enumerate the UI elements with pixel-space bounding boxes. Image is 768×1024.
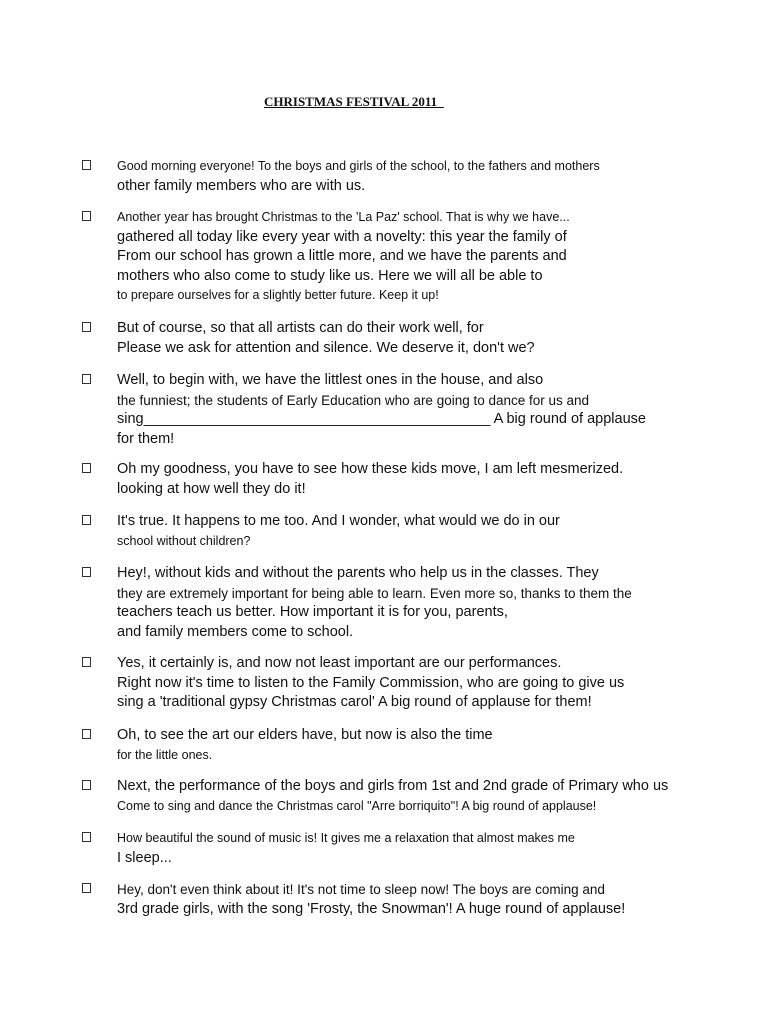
script-line: How beautiful the sound of music is! It gives me a relaxation that almost makes me: [117, 831, 575, 845]
script-line: Hey!, without kids and without the parents who help us in the classes. They: [117, 565, 599, 581]
checkbox-bullet-icon: [82, 322, 91, 332]
script-line: Next, the performance of the boys and girls from 1st and 2nd grade of Primary who us: [117, 778, 669, 794]
checkbox-bullet-icon: [82, 567, 91, 577]
script-line: to prepare ourselves for a slightly better future. Keep it up!: [117, 288, 439, 302]
script-line: Well, to begin with, we have the littlest ones in the house, and also: [117, 372, 544, 388]
script-line: Please we ask for attention and silence. We deserve it, don't we?: [117, 339, 535, 356]
script-line: mothers who also come to study like us. Here we will all be able to: [117, 267, 543, 284]
script-line: I sleep...: [117, 849, 172, 866]
script-line: the funniest; the students of Early Education who are going to dance for us and: [117, 392, 590, 408]
checkbox-bullet-icon: [82, 832, 91, 842]
script-line: But of course, so that all artists can do their work well, for: [117, 320, 484, 336]
script-line: Come to sing and dance the Christmas carol "Arre borriquito"! A big round of applause!: [117, 798, 597, 813]
script-line: and family members come to school.: [117, 623, 354, 640]
script-line: Right now it's time to listen to the Family Commission, who are going to give us: [117, 674, 625, 691]
script-line: It's true. It happens to me too. And I wonder, what would we do in our: [117, 513, 560, 529]
script-line: sing a 'traditional gypsy Christmas carol' A big round of applause for them!: [117, 694, 592, 710]
script-line: Oh, to see the art our elders have, but now is also the time: [117, 727, 493, 743]
script-line: Another year has brought Christmas to the 'La Paz' school. That is why we have...: [117, 210, 570, 224]
checkbox-bullet-icon: [82, 657, 91, 667]
script-line: teachers teach us better. How important it is for you, parents,: [117, 604, 508, 620]
script-line: they are extremely important for being able to learn. Even more so, thanks to them the: [117, 585, 632, 601]
script-line: for them!: [117, 430, 175, 447]
checkbox-bullet-icon: [82, 211, 91, 221]
checkbox-bullet-icon: [82, 374, 91, 384]
script-line: other family members who are with us.: [117, 177, 366, 194]
script-line: Good morning everyone! To the boys and girls of the school, to the fathers and mothers: [117, 159, 600, 173]
document-title: CHRISTMAS FESTIVAL 2011_: [264, 94, 444, 109]
script-line: 3rd grade girls, with the song 'Frosty, the Snowman'! A huge round of applause!: [117, 900, 626, 917]
checkbox-bullet-icon: [82, 515, 91, 525]
checkbox-bullet-icon: [82, 883, 91, 893]
checkbox-bullet-icon: [82, 463, 91, 473]
script-line: Yes, it certainly is, and now not least important are our performances.: [117, 655, 562, 671]
checkbox-bullet-icon: [82, 780, 91, 790]
script-line: Oh my goodness, you have to see how these kids move, I am left mesmerized.: [117, 461, 624, 477]
script-line: school without children?: [117, 533, 251, 548]
checkbox-bullet-icon: [82, 729, 91, 739]
script-line: looking at how well they do it!: [117, 480, 306, 497]
script-line: gathered all today like every year with a novelty: this year the family of: [117, 228, 567, 245]
checkbox-bullet-icon: [82, 160, 91, 170]
script-line: From our school has grown a little more, and we have the parents and: [117, 248, 567, 264]
script-line: for the little ones.: [117, 747, 213, 762]
script-line: Hey, don't even think about it! It's not time to sleep now! The boys are coming and: [117, 882, 605, 897]
script-line: sing___________________________________________ A big round of applause: [117, 411, 646, 427]
